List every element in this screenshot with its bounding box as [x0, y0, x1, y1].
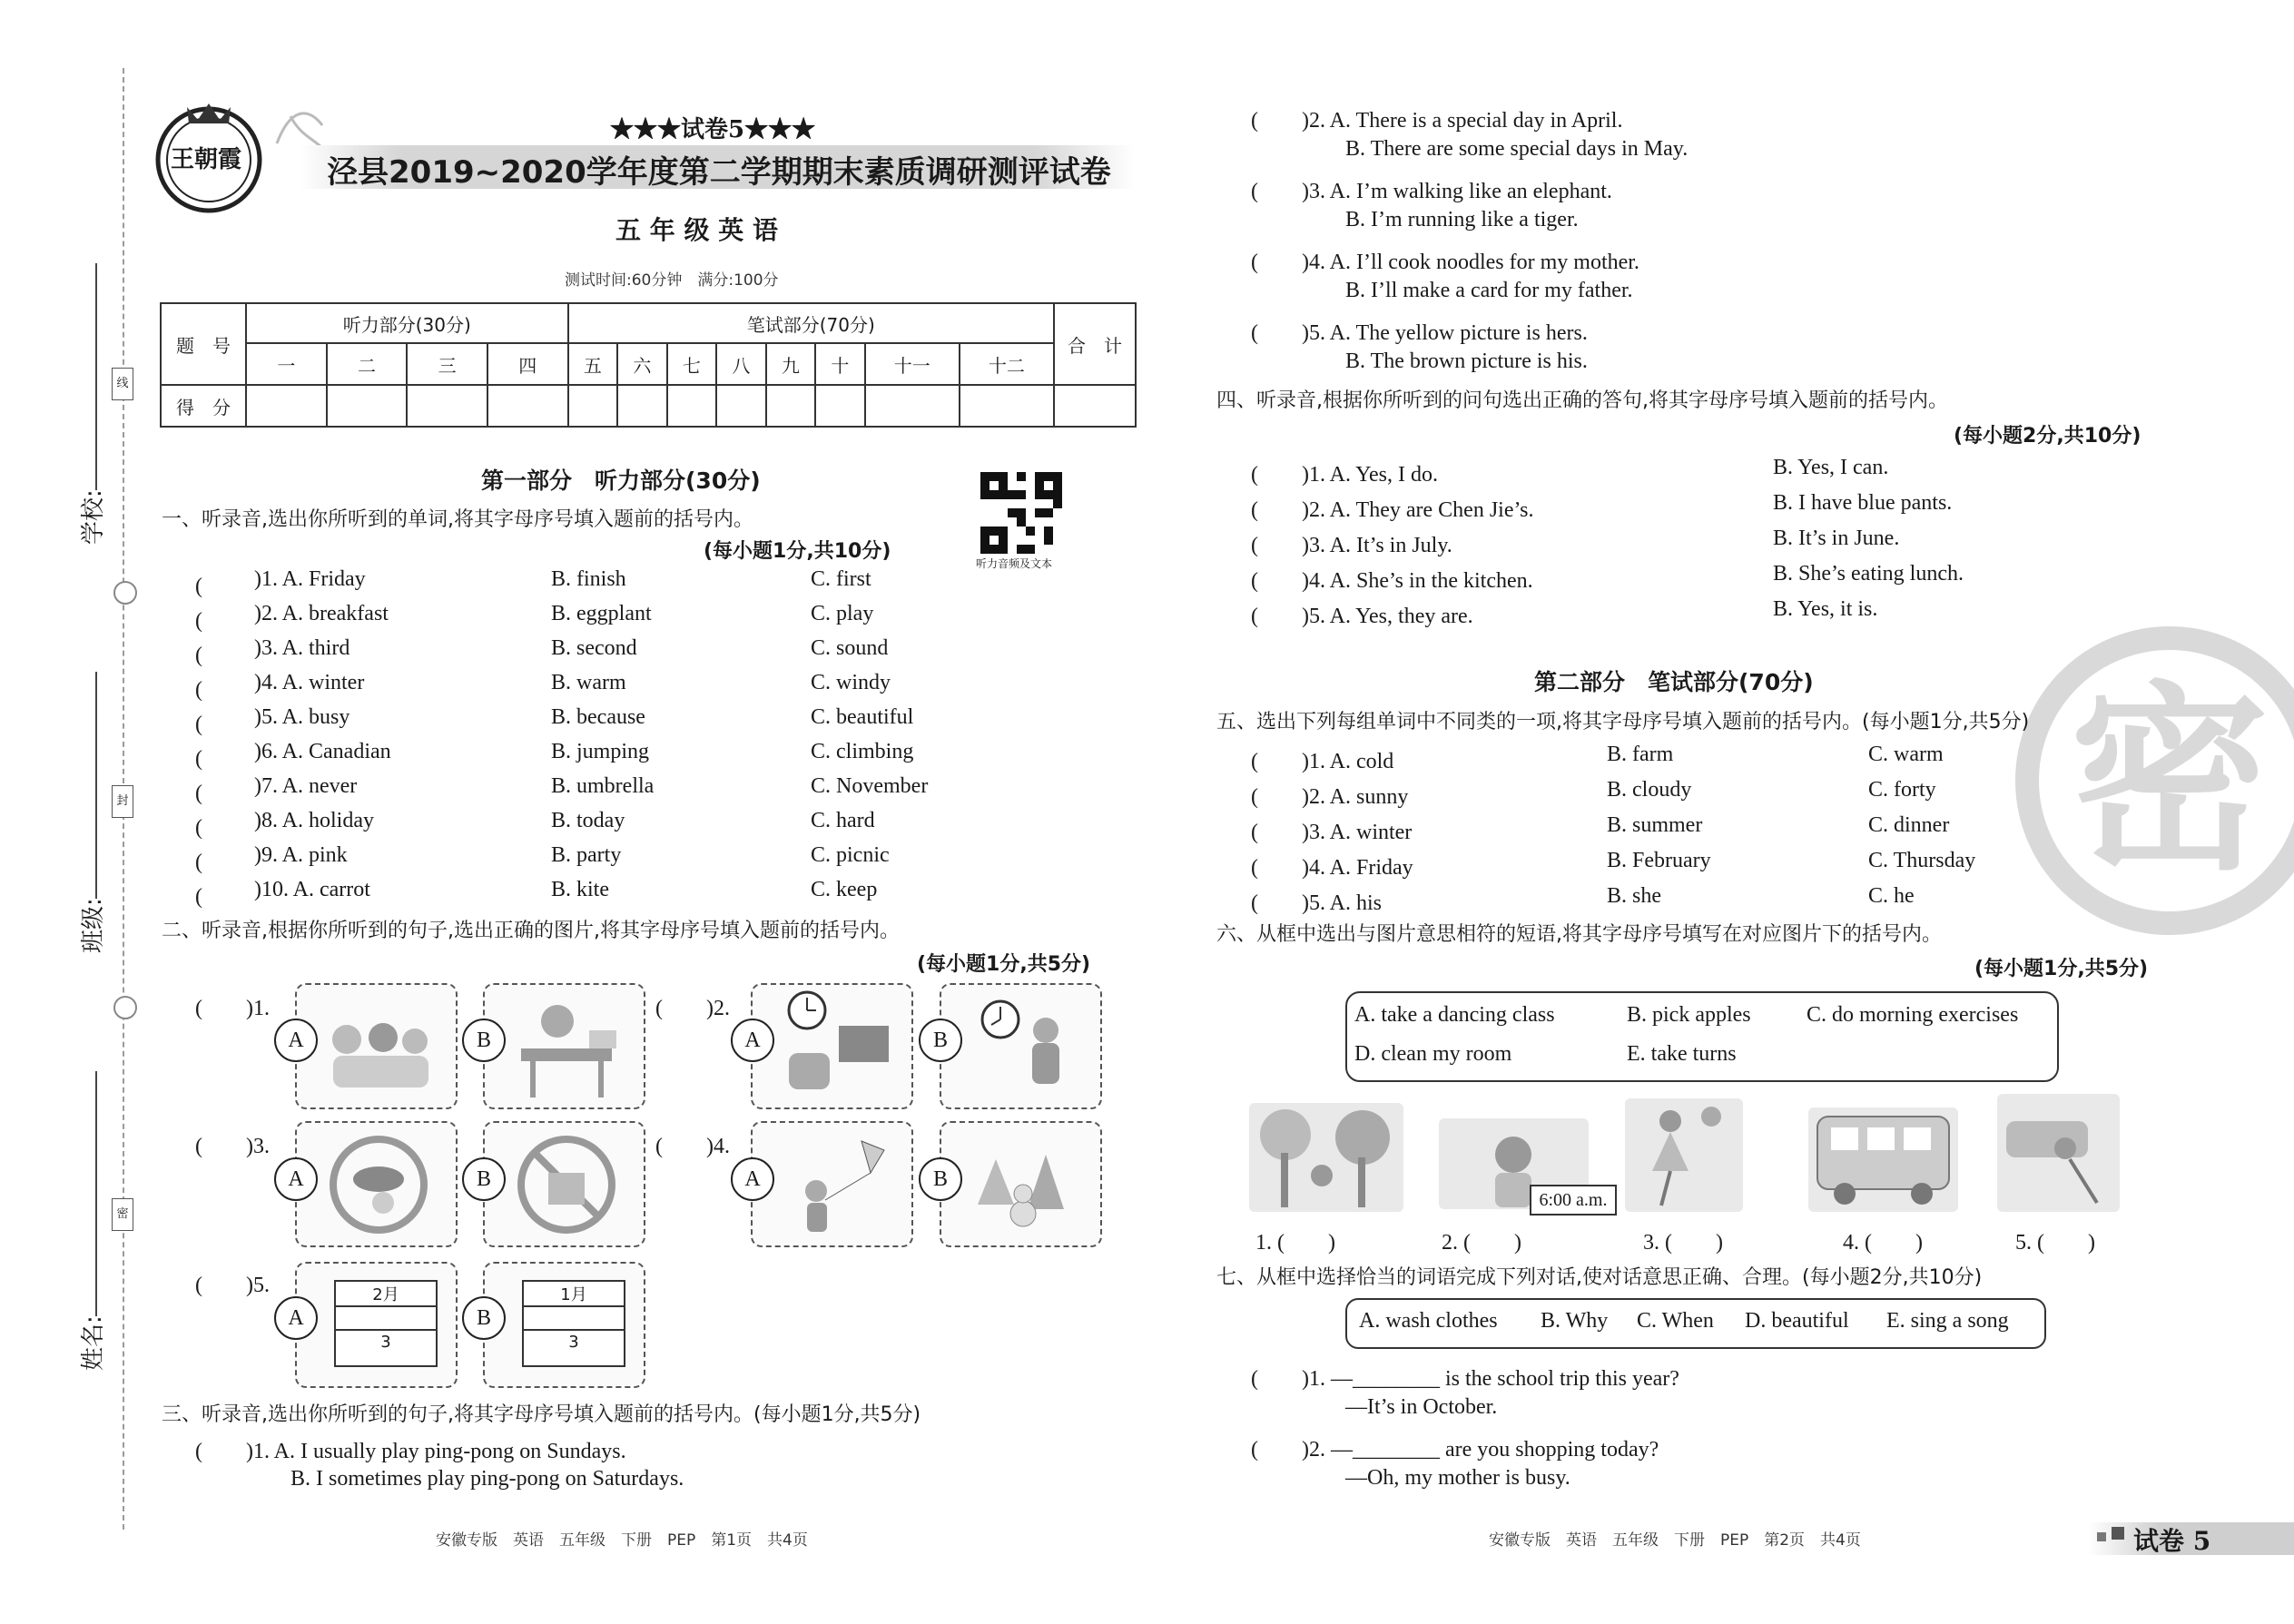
q4-option-a-image[interactable]: [751, 1121, 913, 1247]
school-field[interactable]: [95, 263, 97, 490]
sec2-q2-label[interactable]: ( )2.: [655, 997, 730, 1020]
seal-tag-secret: 密: [112, 1198, 133, 1231]
sec7-option: D. beautiful: [1745, 1309, 1849, 1333]
sec6-answer[interactable]: 1. ( ): [1255, 1231, 1335, 1255]
sec3-q1-b: B. I sometimes play ping-pong on Saturdays.: [290, 1467, 684, 1491]
sec7-option: C. When: [1637, 1309, 1714, 1333]
part2-title: 第二部分 笔试部分(70分): [1534, 669, 1814, 695]
option-b: B. second: [551, 636, 637, 660]
sec5-instruction: 五、选出下列每组单词中不同类的一项,将其字母序号填入题前的括号内。(每小题1分,共5分): [1216, 711, 2030, 733]
clock-label: 6:00 a.m.: [1530, 1185, 1617, 1216]
score-cell[interactable]: [667, 385, 717, 427]
sec3-q1-a[interactable]: ( )1. A. I usually play ping-pong on Sundays.: [195, 1440, 626, 1463]
sec2-q4-label[interactable]: ( )4.: [655, 1135, 730, 1158]
option-b: B. today: [551, 809, 625, 832]
option-c: C. climbing: [811, 740, 914, 763]
punch-hole-icon: [113, 581, 137, 605]
sec6-answer[interactable]: 5. ( ): [2015, 1231, 2095, 1255]
option-b: B. finish: [551, 567, 626, 591]
option-b-badge: B: [462, 1019, 506, 1062]
sec3-q4-a[interactable]: ( )4. A. I’ll cook noodles for my mother.: [1251, 251, 1639, 274]
sec7-option: A. wash clothes: [1359, 1309, 1498, 1333]
option-a-badge: A: [274, 1019, 318, 1062]
sec4-option-b: B. It’s in June.: [1773, 527, 1900, 550]
paper-number: ★★★试卷5★★★: [610, 116, 816, 143]
option-a: )8. A. holiday: [254, 809, 374, 832]
footer-badge: 试卷 5: [2133, 1526, 2211, 1556]
q3-option-b-image[interactable]: [483, 1121, 645, 1247]
answer-bracket[interactable]: (: [195, 885, 246, 909]
option-b: B. jumping: [551, 740, 650, 763]
sec6-answer[interactable]: 3. ( ): [1643, 1231, 1723, 1255]
col-number: 六: [617, 343, 667, 385]
q3-option-a-image[interactable]: [295, 1121, 458, 1247]
sec2-q1-label[interactable]: ( )1.: [195, 997, 270, 1020]
col-number: 十二: [960, 343, 1054, 385]
answer-bracket[interactable]: (: [195, 678, 246, 702]
scene-clean-room[interactable]: [1997, 1094, 2120, 1212]
sec3-instruction: 三、听录音,选出你所听到的句子,将其字母序号填入题前的括号内。(每小题1分,共5分): [162, 1403, 921, 1426]
calendar-a-month: 2月: [372, 1285, 399, 1304]
option-c: C. keep: [811, 878, 878, 901]
option-c: C. sound: [811, 636, 889, 660]
sec1-score: (每小题1分,共10分): [704, 540, 891, 563]
sec5-option-c: C. warm: [1868, 743, 1944, 766]
col-number: 八: [716, 343, 766, 385]
name-label: 姓名:: [80, 1315, 107, 1371]
calendar-b-month: 1月: [560, 1285, 587, 1304]
sec4-score: (每小题2分,共10分): [1954, 425, 2141, 448]
sec6-option: A. take a dancing class: [1354, 1003, 1555, 1027]
calendar-b-day: 3: [568, 1333, 579, 1352]
sec3-q3-b: B. I’m running like a tiger.: [1345, 208, 1579, 231]
watermark: [2015, 626, 2294, 971]
score-cell[interactable]: [815, 385, 865, 427]
answer-bracket[interactable]: (: [195, 644, 246, 667]
scene-take-turns[interactable]: [1808, 1107, 1958, 1212]
option-a: )2. A. breakfast: [254, 602, 389, 625]
seal-tag-line: 线: [112, 368, 133, 400]
option-c: C. first: [811, 567, 871, 591]
qr-caption: 听力音频及文本: [976, 557, 1053, 570]
exam-title: 泾县2019~2020学年度第二学期期末素质调研测评试卷: [327, 154, 1111, 191]
sec2-score: (每小题1分,共5分): [917, 953, 1091, 976]
logo-text: 王朝霞: [171, 146, 242, 173]
ribbon-icon: [272, 98, 327, 153]
col-number: 二: [327, 343, 408, 385]
option-c: C. play: [811, 602, 874, 625]
option-a: )10. A. carrot: [254, 878, 370, 901]
answer-bracket[interactable]: (: [195, 747, 246, 771]
col-number: 十一: [865, 343, 960, 385]
sec6-option: C. do morning exercises: [1807, 1003, 2019, 1027]
sec5-option-b: B. summer: [1607, 813, 1703, 837]
sec1-instruction: 一、听录音,选出你所听到的单词,将其字母序号填入题前的括号内。: [162, 508, 753, 531]
option-c: C. November: [811, 774, 929, 798]
option-a: )1. A. Friday: [254, 567, 366, 591]
score-table: [160, 302, 1137, 428]
sec3-q4-b: B. I’ll make a card for my father.: [1345, 279, 1633, 302]
sec5-option-b: B. cloudy: [1607, 778, 1692, 802]
option-a: )4. A. winter: [254, 671, 365, 694]
sec5-option-c: C. Thursday: [1868, 849, 1976, 872]
option-b: B. eggplant: [551, 602, 652, 625]
answer-bracket[interactable]: (: [195, 816, 246, 840]
option-c: C. windy: [811, 671, 891, 694]
scene-pick-apples[interactable]: [1249, 1103, 1403, 1212]
sec2-q5-label[interactable]: ( )5.: [195, 1274, 270, 1297]
sec7-a1: —It’s in October.: [1345, 1395, 1498, 1419]
punch-hole-icon: [113, 996, 137, 1019]
col-number: 四: [487, 343, 568, 385]
option-b: B. party: [551, 843, 622, 867]
sec3-q3-a[interactable]: ( )3. A. I’m walking like an elephant.: [1251, 180, 1612, 203]
sec7-a2: —Oh, my mother is busy.: [1345, 1466, 1570, 1490]
option-a-badge: A: [731, 1157, 774, 1201]
option-c: C. picnic: [811, 843, 890, 867]
sec3-q5-a[interactable]: ( )5. A. The yellow picture is hers.: [1251, 321, 1588, 345]
sec4-option-a[interactable]: ( )3. A. It’s in July.: [1251, 534, 1452, 557]
sec6-option: D. clean my room: [1354, 1042, 1512, 1066]
listening-header: 听力部分(30分): [246, 303, 568, 343]
q1-option-a-image[interactable]: [295, 983, 458, 1109]
option-a: )5. A. busy: [254, 705, 350, 729]
sec7-instruction: 七、从框中选择恰当的词语完成下列对话,使对话意思正确、合理。(每小题2分,共10分): [1216, 1266, 1983, 1289]
score-cell[interactable]: [766, 385, 816, 427]
sec4-option-b: B. Yes, I can.: [1773, 456, 1889, 479]
sec4-option-a[interactable]: ( )4. A. She’s in the kitchen.: [1251, 569, 1533, 593]
sec5-option-a[interactable]: ( )5. A. his: [1251, 891, 1382, 915]
sec6-option: B. pick apples: [1627, 1003, 1751, 1027]
col-number: 一: [246, 343, 327, 385]
footer-square-icon: [2097, 1532, 2106, 1541]
class-label: 班级:: [80, 898, 107, 953]
answer-bracket[interactable]: (: [195, 782, 246, 805]
score-cell[interactable]: [327, 385, 408, 427]
footer-square-icon: [2112, 1527, 2124, 1540]
option-a-badge: A: [274, 1296, 318, 1340]
sec5-option-a[interactable]: ( )2. A. sunny: [1251, 785, 1409, 809]
sec5-option-a[interactable]: ( )1. A. cold: [1251, 750, 1394, 773]
answer-bracket[interactable]: (: [195, 851, 246, 874]
subject-title: 五 年 级 英 语: [615, 215, 778, 245]
calendar-a: [334, 1280, 438, 1367]
qr-code-icon[interactable]: [980, 472, 1062, 554]
option-b-badge: B: [919, 1157, 962, 1201]
sec3-q2-b: B. There are some special days in May.: [1345, 137, 1689, 161]
option-a: )9. A. pink: [254, 843, 348, 867]
option-a-badge: A: [274, 1157, 318, 1201]
score-cell[interactable]: [617, 385, 667, 427]
writing-header: 笔试部分(70分): [568, 303, 1054, 343]
row-label-number: 题 号: [161, 303, 246, 385]
watermark-char: 密: [2069, 664, 2269, 897]
calendar-b: [522, 1280, 625, 1367]
calendar-a-day: 3: [380, 1333, 391, 1352]
sec4-option-b: B. I have blue pants.: [1773, 491, 1953, 515]
sec7-option: E. sing a song: [1886, 1309, 2009, 1333]
sec3-q5-b: B. The brown picture is his.: [1345, 349, 1588, 373]
q4-option-b-image[interactable]: [940, 1121, 1102, 1247]
school-label: 学校:: [80, 489, 107, 545]
seal-tag-seal: 封: [112, 785, 133, 818]
sec4-instruction: 四、听录音,根据你所听到的问句选出正确的答句,将其字母序号填入题前的括号内。: [1216, 389, 1948, 412]
sec5-option-b: B. February: [1607, 849, 1711, 872]
answer-bracket[interactable]: (: [195, 713, 246, 736]
sec5-option-c: C. forty: [1868, 778, 1936, 802]
sec6-instruction: 六、从框中选出与图片意思相符的短语,将其字母序号填写在对应图片下的括号内。: [1216, 923, 1942, 946]
answer-bracket[interactable]: (: [195, 575, 246, 598]
total-cell[interactable]: [1054, 385, 1136, 427]
total-label: 合 计: [1054, 303, 1136, 385]
option-b: B. umbrella: [551, 774, 655, 798]
footer-left: 安徽专版 英语 五年级 下册 PEP 第1页 共4页: [436, 1531, 808, 1550]
score-cell[interactable]: [487, 385, 568, 427]
col-number: 五: [568, 343, 618, 385]
option-b-badge: B: [462, 1157, 506, 1201]
exam-info: 测试时间:60分钟 满分:100分: [565, 271, 779, 290]
footer-right: 安徽专版 英语 五年级 下册 PEP 第2页 共4页: [1489, 1531, 1861, 1550]
sec4-option-b: B. She’s eating lunch.: [1773, 562, 1964, 586]
col-number: 九: [766, 343, 816, 385]
name-field[interactable]: [95, 1071, 97, 1316]
sec6-score: (每小题1分,共5分): [1974, 958, 2149, 980]
score-cell[interactable]: [568, 385, 618, 427]
sec6-answer[interactable]: 2. ( ): [1442, 1231, 1521, 1255]
answer-bracket[interactable]: (: [195, 609, 246, 633]
option-a-badge: A: [731, 1019, 774, 1062]
sec7-q1[interactable]: ( )1. —________ is the school trip this year?: [1251, 1367, 1679, 1391]
option-b: B. because: [551, 705, 645, 729]
option-b-badge: B: [462, 1296, 506, 1340]
sec7-q2[interactable]: ( )2. —________ are you shopping today?: [1251, 1438, 1659, 1462]
option-c: C. beautiful: [811, 705, 914, 729]
option-a: )7. A. never: [254, 774, 358, 798]
sec4-option-b: B. Yes, it is.: [1773, 597, 1878, 621]
sec5-option-a[interactable]: ( )4. A. Friday: [1251, 856, 1413, 880]
col-number: 七: [667, 343, 717, 385]
option-b-badge: B: [919, 1019, 962, 1062]
sec5-option-b: B. farm: [1607, 743, 1674, 766]
class-field[interactable]: [95, 672, 97, 899]
scene-dancing[interactable]: [1625, 1098, 1743, 1212]
sec6-option: E. take turns: [1627, 1042, 1737, 1066]
sec5-option-c: C. he: [1868, 884, 1915, 908]
option-a: )6. A. Canadian: [254, 740, 391, 763]
sec4-option-a[interactable]: ( )2. A. They are Chen Jie’s.: [1251, 498, 1534, 522]
score-cell[interactable]: [246, 385, 327, 427]
part1-title: 第一部分 听力部分(30分): [481, 468, 761, 494]
option-a: )3. A. third: [254, 636, 350, 660]
score-cell[interactable]: [407, 385, 487, 427]
q2-option-a-image[interactable]: [751, 983, 913, 1109]
option-b: B. warm: [551, 671, 626, 694]
q2-option-b-image[interactable]: [940, 983, 1102, 1109]
sec2-q3-label[interactable]: ( )3.: [195, 1135, 270, 1158]
sec4-option-a[interactable]: ( )5. A. Yes, they are.: [1251, 605, 1473, 628]
sec7-option: B. Why: [1541, 1309, 1609, 1333]
sec4-option-a[interactable]: ( )1. A. Yes, I do.: [1251, 463, 1439, 487]
option-c: C. hard: [811, 809, 875, 832]
score-cell[interactable]: [716, 385, 766, 427]
sec5-option-c: C. dinner: [1868, 813, 1950, 837]
option-b: B. kite: [551, 878, 609, 901]
score-cell[interactable]: [960, 385, 1054, 427]
sec6-answer[interactable]: 4. ( ): [1843, 1231, 1923, 1255]
q1-option-b-image[interactable]: [483, 983, 645, 1109]
col-number: 三: [407, 343, 487, 385]
score-cell[interactable]: [865, 385, 960, 427]
sec2-instruction: 二、听录音,根据你所听到的句子,选出正确的图片,将其字母序号填入题前的括号内。: [162, 920, 900, 942]
sec5-option-a[interactable]: ( )3. A. winter: [1251, 821, 1413, 844]
col-number: 十: [815, 343, 865, 385]
row-label-score: 得 分: [161, 385, 246, 427]
sec3-q2-a[interactable]: ( )2. A. There is a special day in April.: [1251, 109, 1623, 133]
sec5-option-b: B. she: [1607, 884, 1661, 908]
